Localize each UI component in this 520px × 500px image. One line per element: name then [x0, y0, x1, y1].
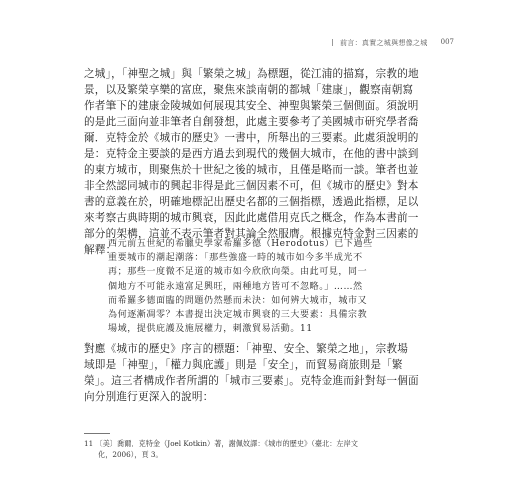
text-line: 向分別進行更深入的說明： [84, 391, 214, 403]
footnote-line: 11 〔美〕喬爾．克特金（Joel Kotkin）著，謝佩妏譯：《城市的歷史》（臺北：左岸文 [84, 439, 358, 448]
footnote-line: 化，2006），頁 3。 [98, 450, 163, 459]
quote-line: 再；那些一度微不足道的城市如今欣欣向榮。由此可見，同一 [108, 267, 368, 278]
footnote [84, 438, 454, 460]
text-line: 非全然認同城市的興起非得是此三個因素不可，但《城市的歷史》對本 [84, 180, 419, 192]
block-quote [108, 237, 434, 336]
text-line: 部分的架構，這並不表示筆者對其論全然服膺。根據克特金對三因素的 [84, 228, 419, 240]
text-line: 域即是「神聖」，「權力與庇護」則是「安全」，而貿易商旅則是「繁 [84, 359, 403, 371]
quote-line: 個地方不可能永遠富足興旺，兩種地方皆可不忽略。」……然 [108, 281, 363, 292]
running-header [332, 38, 454, 48]
body-paragraph-2 [84, 341, 454, 405]
quote-line: 而希羅多德面臨的問題仍然懸而未決：如何辨大城市，城市又 [108, 295, 368, 306]
text-line: 解釋： [84, 244, 117, 256]
text-line: 是：克特金主要談的是西方過去到現代的幾個大城市，在他的書中談到 [84, 148, 419, 160]
text-line: 的是此三面向並非筆者自創發想，此處主要參考了美國城市研究學者喬 [84, 116, 419, 128]
page-number: 007 [440, 38, 454, 46]
text-line: 書的意義在於，明確地標記出歷史名都的三個指標，透過此指標，足以 [84, 196, 419, 208]
text-line: 對應《城市的歷史》序言的標題：「神聖、安全、繁榮之地」，宗教場 [84, 343, 409, 355]
text-line: 榮」。這三者構成作者所謂的「城市三要素」。克特金進而針對每一個面 [84, 375, 419, 387]
header-divider [332, 39, 340, 46]
text-line: 的東方城市，則聚焦於十世紀之後的城市，且僅是略而一談。筆者也並 [84, 164, 419, 176]
quote-line: 西元前五世紀的希臘史學家希羅多德（Herodotus）已下過些 [108, 239, 373, 249]
text-line: 景，以及繁榮享樂的富庶，聚焦來談南朝的都城「建康」，觀察南朝寫 [84, 84, 414, 96]
quote-line: 重要城市的潮起潮落：「那些強盛一時的城市如今多半成光不 [108, 253, 363, 264]
text-line: 爾．克特金於《城市的歷史》一書中，所舉出的三要素。此處須說明的 [84, 132, 419, 144]
text-line: 來考察古典時期的城市興衰，因此此處借用克氏之概念，作為本書前一 [84, 212, 419, 224]
footnote-divider [84, 433, 110, 434]
text-line: 之城」，「神聖之城」與「繁榮之城」為標題，從江浦的描寫，宗教的地 [84, 68, 419, 80]
body-paragraph-1 [84, 66, 454, 258]
quote-line: 為何逐漸凋零？本書提出決定城市興衰的三大要素：具備宗教 [108, 309, 368, 320]
running-title: 前言：真實之城與想像之城 [340, 39, 428, 47]
quote-line: 場域，提供庇護及施展權力，刺激貿易活動。11 [108, 324, 313, 335]
text-line: 作者筆下的建康金陵城如何展現其安全、神聖與繁榮三個側面。須說明 [84, 100, 419, 112]
